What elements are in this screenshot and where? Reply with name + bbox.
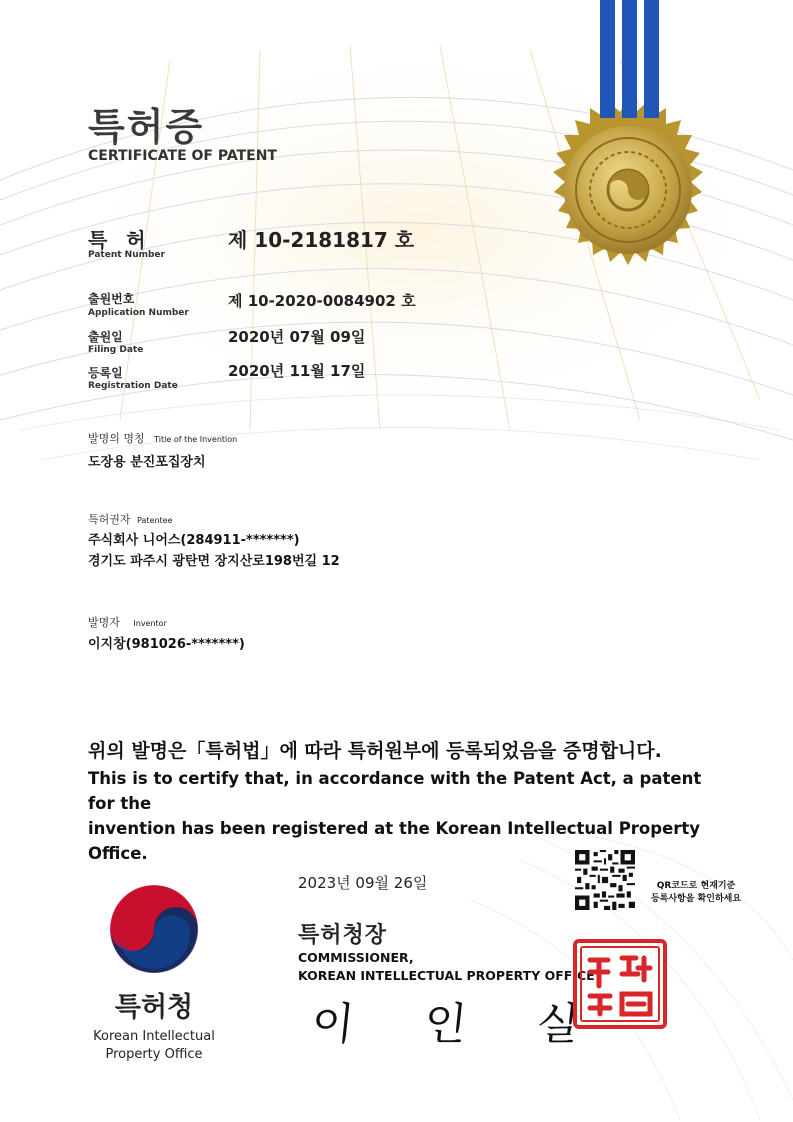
certificate-subtitle: CERTIFICATE OF PATENT	[88, 148, 277, 164]
kipo-logo-icon	[108, 883, 200, 975]
kipo-logo-caption	[84, 1028, 224, 1064]
patent-label: 특 허	[88, 228, 152, 252]
qr-caption-line-2: 등록사항을 확인하세요	[650, 894, 742, 904]
invention-label	[88, 430, 237, 446]
patent-label-en: Patent Number	[88, 250, 165, 260]
ribbon-stripe	[600, 0, 615, 118]
patentee-label-kr: 특허권자	[88, 513, 131, 526]
registration-label: 등록일	[88, 366, 123, 380]
invention-title: 도장용 분진포집장치	[88, 455, 206, 470]
certify-line-1: This is to certify that, in accordance with the Patent Act, a patent for the	[88, 769, 702, 813]
patentee-address: 경기도 파주시 광탄면 장지산로198번길 12	[88, 554, 340, 569]
application-label-en: Application Number	[88, 308, 189, 318]
commissioner-title-en-2: KOREAN INTELLECTUAL PROPERTY OFFICE	[298, 968, 595, 983]
kipo-caption-line-1: Korean Intellectual	[93, 1029, 215, 1044]
issue-date: 2023년 09월 26일	[298, 874, 428, 892]
invention-label-en: Title of the Invention	[154, 435, 238, 444]
qr-code-icon[interactable]	[575, 850, 635, 910]
registration-label-en: Registration Date	[88, 381, 178, 391]
filing-date: 2020년 07월 09일	[228, 328, 366, 346]
qr-caption	[636, 880, 756, 906]
inventor-label-kr: 발명자	[88, 616, 120, 629]
application-number: 제 10-2020-0084902 호	[228, 292, 416, 310]
filing-label-en: Filing Date	[88, 345, 144, 355]
official-stamp-icon	[572, 938, 668, 1030]
commissioner-title-kr: 특허청장	[298, 923, 388, 948]
inventor-label-en: Inventor	[133, 619, 167, 628]
certificate-title: 특허증	[88, 105, 205, 149]
inventor-name: 이지창(981026-*******)	[88, 637, 245, 652]
patentee-label	[88, 511, 173, 527]
ribbon-stripe	[622, 0, 637, 118]
kipo-caption-line-2: Property Office	[105, 1047, 203, 1062]
registration-date: 2020년 11월 17일	[228, 362, 366, 380]
patentee-label-en: Patentee	[137, 516, 173, 525]
kipo-logo-name: 특허청	[114, 992, 194, 1023]
invention-label-kr: 발명의 명칭	[88, 432, 145, 445]
patent-number: 제 10-2181817 호	[228, 228, 415, 252]
ribbon-stripe	[644, 0, 659, 118]
filing-label: 출원일	[88, 330, 123, 344]
patentee-name: 주식회사 니어스(284911-*******)	[88, 533, 300, 548]
commissioner-signature: 이 인 실	[308, 999, 610, 1050]
certify-line-2: invention has been registered at the Korean Intellectual Property Office.	[88, 819, 701, 863]
qr-caption-line-1: QR코드로 현재기준	[656, 881, 736, 891]
application-label: 출원번호	[88, 292, 135, 306]
certify-statement-kr: 위의 발명은「특허법」에 따라 특허원부에 등록되었음을 증명합니다.	[88, 740, 662, 762]
inventor-label	[88, 614, 167, 630]
commissioner-title-en-1: COMMISSIONER,	[298, 950, 414, 965]
